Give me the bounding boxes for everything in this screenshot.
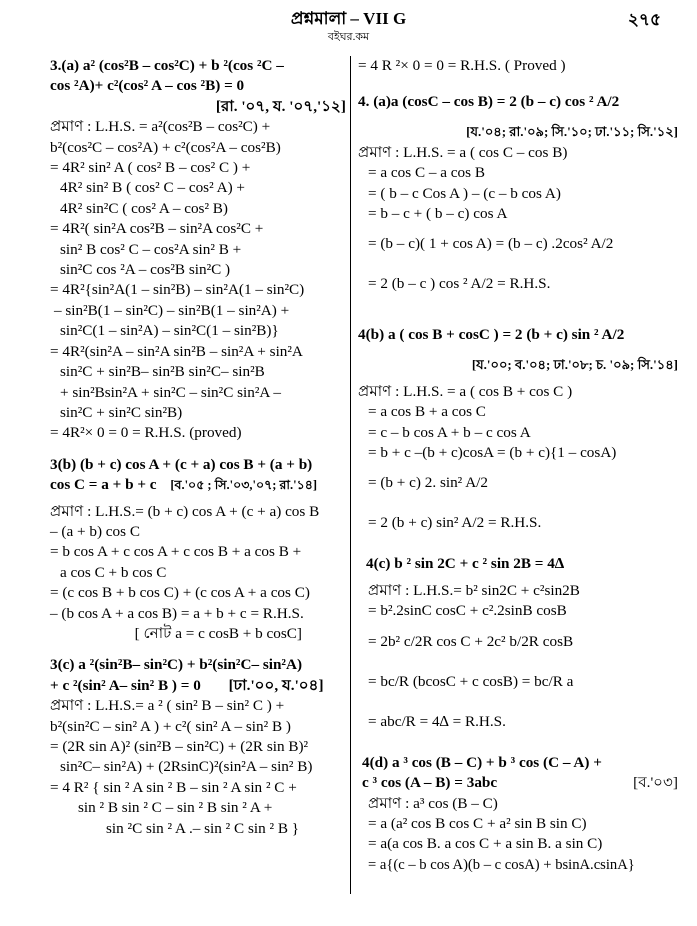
- proof-line: = b².2sinC cosC + c².2sinB cosB: [368, 602, 567, 620]
- board-reference: [রা. '০৭, য. '০৭,'১২]: [215, 97, 346, 115]
- problem-statement-line: 3(b) (b + c) cos A + (c + a) cos B + (a + b): [50, 455, 313, 473]
- proof-line: = b cos A + c cos A + c cos B + a cos B +: [50, 543, 302, 561]
- proof-line: – sin²B(1 – sin²C) – sin²B(1 – sin²A) +: [54, 301, 290, 319]
- proof-line: 4R² sin²C ( cos² A – cos² B): [60, 199, 228, 217]
- proof-line: = a cos C – a cos B: [368, 164, 485, 182]
- proof-line: = bc/R (bcosC + c cosB) = bc/R a: [368, 672, 574, 690]
- proof-line: প্রমাণ : L.H.S.= a ² ( sin² B – sin² C ) +: [50, 697, 285, 715]
- problem-4c: [358, 554, 678, 574]
- problem-statement-line: [358, 773, 678, 793]
- proof-line: a cos C + b cos C: [60, 563, 167, 581]
- proof-line: প্রমাণ : L.H.S. = a ( cos B + cos C ): [358, 382, 573, 400]
- problem-statement-line: 4. (a)a (cosC – cos B) = 2 (b – c) cos ² A/2: [358, 93, 620, 111]
- proof-line: = (b + c) 2. sin² A/2: [368, 474, 488, 492]
- problem-statement-line: [50, 676, 346, 696]
- board-reference: [ব.'০৩]: [633, 774, 678, 792]
- proof-line: sin²C cos ²A – cos²B sin²C ): [60, 261, 231, 279]
- problem-3c: [50, 655, 346, 696]
- proof-line: = a{(c – b cos A)(b – c cosA) + bsinA.csinA}: [368, 856, 635, 873]
- problem-4a: [358, 82, 678, 142]
- proof-4a: [358, 143, 678, 305]
- proof-line: প্রমাণ : L.H.S.= b² sin2C + c²sin2B: [368, 581, 580, 599]
- proof-line: প্রমাণ : L.H.S. = a ( cos C – cos B): [358, 143, 568, 161]
- proof-4c: [358, 581, 678, 742]
- proof-line: প্রমাণ : a³ cos (B – C): [368, 794, 498, 812]
- proof-line: sin²C + sin²B– sin²B sin²C– sin²B: [60, 363, 265, 381]
- column-divider: [350, 56, 351, 894]
- proof-note: [ নোট a = c cosB + b cosC]: [134, 624, 302, 642]
- proof-line: প্রমাণ : L.H.S.= (b + c) cos A + (c + a) cos B: [50, 502, 320, 520]
- proof-line: – (a + b) cos C: [50, 522, 140, 540]
- problem-statement-line: 4(c) b ² sin 2C + c ² sin 2B = 4∆: [366, 555, 565, 573]
- board-reference: [য.'০০; ব.'০৪; ঢা.'০৮; চ. '০৯; সি.'১৪]: [471, 357, 678, 373]
- proof-3b: [50, 502, 346, 645]
- proof-line: = b – c + ( b – c) cos A: [368, 205, 508, 223]
- problem-3b: [50, 455, 346, 496]
- left-column: [50, 56, 346, 839]
- proof-line: = (2R sin A)² (sin²B – sin²C) + (2R sin B)²: [50, 738, 309, 755]
- proof-line: = (b – c)( 1 + cos A) = (b – c) .2cos² A/2: [368, 235, 614, 253]
- proof-line: + sin²Bsin²A + sin²C – sin²C sin²A –: [60, 383, 281, 401]
- proof-line: = c – b cos A + b – c cos A: [368, 423, 531, 441]
- proof-line: sin ² B sin ² C – sin ² B sin ² A +: [78, 799, 273, 817]
- proof-line: 4R² sin² B ( cos² C – cos² A) +: [60, 179, 245, 197]
- proof-line: = b + c –(b + c)cosA = (b + c){1 – cosA): [368, 444, 617, 462]
- proof-line: = 4 R² { sin ² A sin ² B – sin ² A sin ² C +: [50, 778, 297, 796]
- problem-4d: [358, 753, 678, 794]
- proof-line: = 4R² sin² A ( cos² B – cos² C ) +: [50, 159, 251, 177]
- board-reference: [ঢা.'০০, য.'০৪]: [228, 676, 324, 694]
- proof-4d: [358, 794, 678, 876]
- proof-3a: [50, 117, 346, 444]
- proof-line: b²(cos²C – cos²A) + c²(cos²A – cos²B): [50, 138, 281, 156]
- page-number: ২৭৫: [627, 10, 661, 29]
- proof-line: – (b cos A + a cos B) = a + b + c = R.H.S.: [50, 604, 304, 622]
- proof-line: = 2 (b + c) sin² A/2 = R.H.S.: [368, 514, 542, 532]
- problem-statement-line: 4(b) a ( cos B + cosC ) = 2 (b + c) sin ² A/2: [358, 326, 625, 344]
- proof-line: sin²C + sin²C sin²B): [60, 403, 183, 421]
- problem-statement-text: c ³ cos (A – B) = 3abc: [362, 774, 498, 792]
- problem-statement-line: cos ²A)+ c²(cos² A – cos ²B) = 0: [50, 77, 245, 95]
- problem-3a: [50, 56, 346, 117]
- proof-4b: [358, 382, 678, 544]
- proof-line: sin ²C sin ² A .– sin ² C sin ² B }: [106, 819, 300, 837]
- proof-line: sin²C(1 – sin²A) – sin²C(1 – sin²B)}: [60, 322, 279, 340]
- proof-line: = 4R²{sin²A(1 – sin²B) – sin²A(1 – sin²C): [50, 281, 305, 299]
- proof-line: = a(a cos B. a cos C + a sin B. a sin C): [368, 835, 603, 853]
- proof-line: = abc/R = 4∆ = R.H.S.: [368, 712, 506, 730]
- problem-4b: [358, 315, 678, 375]
- proof-line: = 4R²(sin²A – sin²A sin²B – sin²A + sin²A: [50, 342, 303, 360]
- proof-line: = 4R²× 0 = 0 = R.H.S. (proved): [50, 424, 242, 442]
- proof-line: = a (a² cos B cos C + a² sin B sin C): [368, 814, 587, 832]
- proof-3c: [50, 696, 346, 839]
- site-watermark: বইঘর.কম: [327, 31, 370, 43]
- proof-line: = ( b – c Cos A ) – (c – b cos A): [368, 184, 561, 202]
- problem-statement-text: + c ²(sin² A– sin² B ) = 0: [50, 676, 201, 694]
- proof-line: = 4R²( sin²A cos²B – sin²A cos²C +: [50, 220, 264, 238]
- problem-statement-line: [50, 475, 346, 495]
- problem-statement-line: 4(d) a ³ cos (B – C) + b ³ cos (C – A) +: [362, 753, 602, 771]
- proof-line: = 4 R ²× 0 = 0 = R.H.S. ( Proved ): [358, 57, 566, 74]
- board-reference: [ব.'০৫ ; সি.'০৩,'০৭; রা.'১৪]: [170, 478, 318, 493]
- chapter-title: প্রশ্নমালা – VII G: [290, 9, 407, 28]
- proof-line: = 2 (b – c ) cos ² A/2 = R.H.S.: [368, 275, 551, 293]
- problem-statement-line: 3.(a) a² (cos²B – cos²C) + b ²(cos ²C –: [50, 57, 284, 74]
- board-reference: [য.'০৪; রা.'০৯; সি.'১০; ঢা.'১১; সি.'১২]: [466, 124, 678, 140]
- proof-line: sin²C– sin²A) + (2RsinC)²(sin²A – sin² B): [60, 758, 313, 776]
- proof-line: sin² B cos² C – cos²A sin² B +: [60, 240, 242, 258]
- proof-line: = a cos B + a cos C: [368, 403, 486, 421]
- right-column: [358, 56, 678, 875]
- proof-line: = (c cos B + b cos C) + (c cos A + a cos C): [50, 584, 310, 602]
- proof-line: প্রমাণ : L.H.S. = a²(cos²B – cos²C) +: [50, 118, 271, 136]
- proof-line: = 2b² c/2R cos C + 2c² b/2R cosB: [368, 632, 574, 650]
- problem-statement-text: cos C = a + b + c: [50, 476, 157, 494]
- proof-line: b²(sin²C – sin² A ) + c²( sin² A – sin² B ): [50, 717, 291, 735]
- problem-statement-line: 3(c) a ²(sin²B– sin²C) + b²(sin²C– sin²A): [50, 656, 303, 674]
- page-header: [0, 6, 697, 46]
